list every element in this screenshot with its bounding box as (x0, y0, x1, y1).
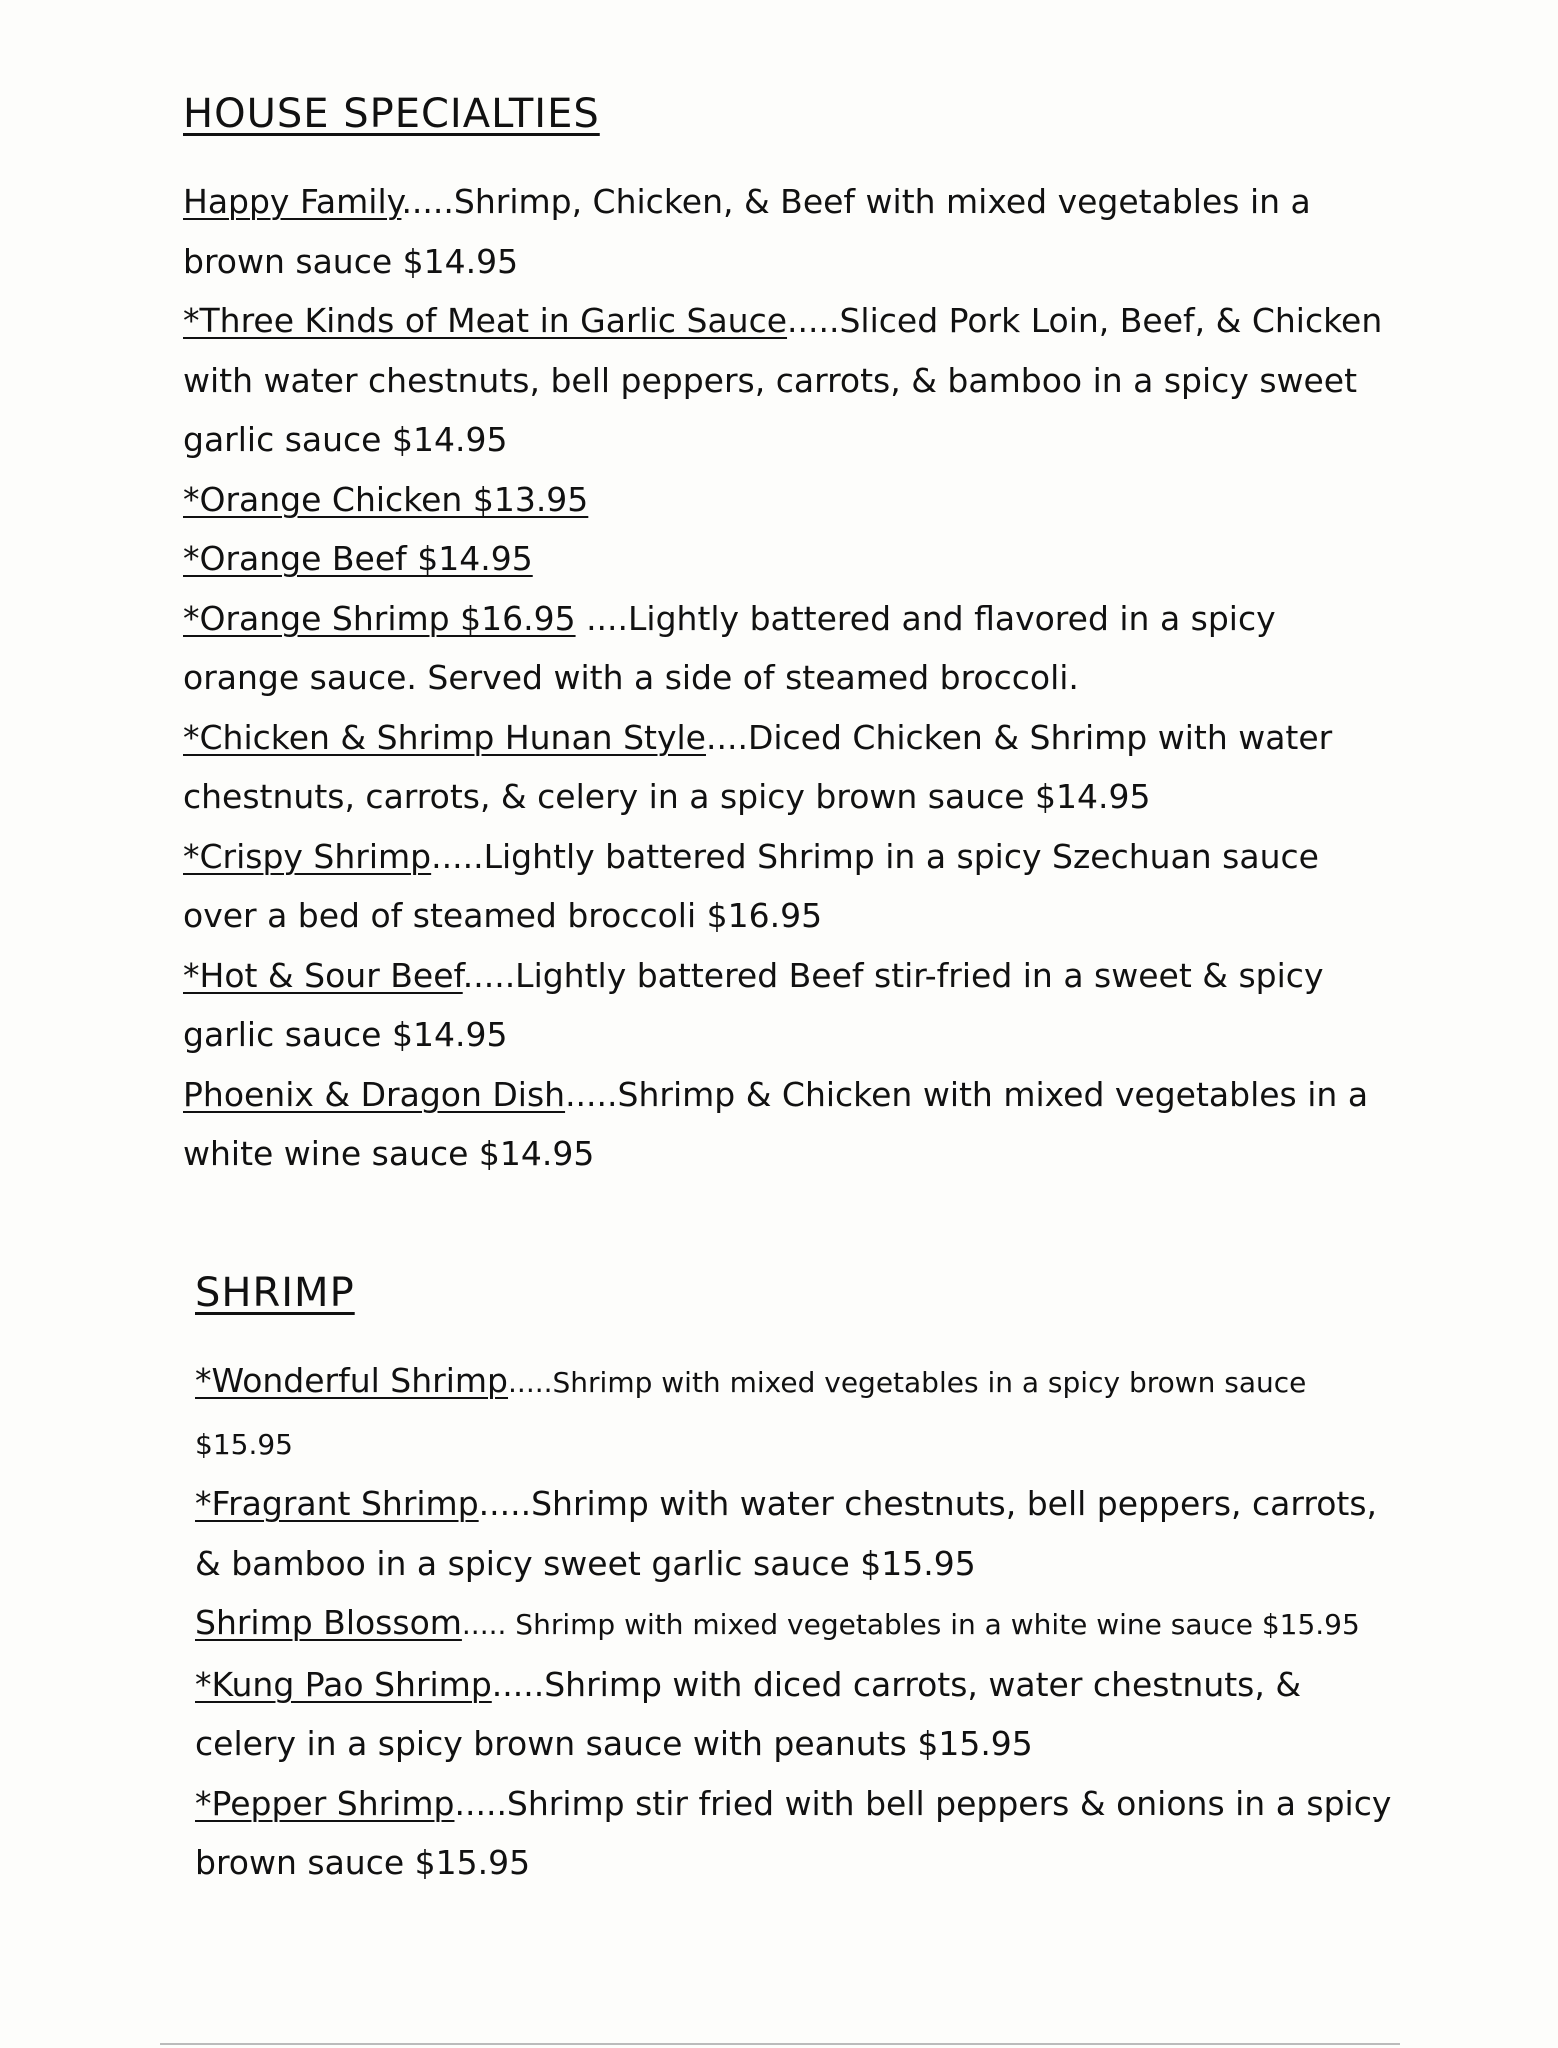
item-name: *Three Kinds of Meat in Garlic Sauce (183, 301, 788, 340)
item-description: .....Shrimp, Chicken, & Beef with mixed vegetables in a brown sauce $14.95 (183, 182, 1311, 281)
item-description: ....Diced Chicken & Shrimp with water chestnuts, carrots, & celery in a spicy brown sauce $14.95 (183, 717, 1333, 816)
item-description: .....Shrimp with mixed vegetables in a spicy brown sauce $15.95 (195, 1366, 1307, 1461)
item-name: *Chicken & Shrimp Hunan Style (183, 717, 706, 757)
item-name: *Orange Chicken $13.95 (183, 479, 589, 519)
item-name: Shrimp Blossom (195, 1603, 462, 1642)
menu-item (183, 1065, 1383, 1184)
item-name: Happy Family (183, 182, 402, 221)
item-name: *Orange Shrimp $16.95 (183, 598, 576, 638)
menu-item (195, 1474, 1395, 1593)
item-description: ..... Shrimp with mixed vegetables in a white wine sauce $15.95 (461, 1608, 1360, 1641)
item-name: *Wonderful Shrimp (195, 1361, 509, 1400)
item-description: .....Shrimp & Chicken with mixed vegetables in a white wine sauce $14.95 (183, 1074, 1369, 1173)
item-name: *Orange Beef $14.95 (183, 539, 533, 578)
menu-item (195, 1774, 1395, 1893)
item-description: .....Sliced Pork Loin, Beef, & Chicken with water chestnuts, bell peppers, carrots, & bamboo in a spicy sweet garlic sauce $14.95 (183, 301, 1383, 459)
item-name: *Kung Pao Shrimp (195, 1664, 492, 1704)
item-description: .....Lightly battered Shrimp in a spicy Szechuan sauce over a bed of steamed broccoli $16.95 (183, 836, 1319, 935)
house-specialties-section (183, 86, 1383, 1184)
item-name: *Crispy Shrimp (183, 836, 432, 876)
bottom-edge-line (160, 2043, 1400, 2045)
menu-item (183, 529, 1383, 589)
item-description: .....Lightly battered Beef stir-fried in a sweet & spicy garlic sauce $14.95 (183, 955, 1324, 1054)
item-name: *Pepper Shrimp (195, 1783, 455, 1823)
menu-item (195, 1655, 1395, 1774)
shrimp-section (195, 1265, 1395, 1893)
menu-item (183, 708, 1383, 827)
item-name: Phoenix & Dragon Dish (183, 1074, 566, 1114)
item-description: .....Shrimp with water chestnuts, bell peppers, carrots, & bamboo in a spicy sweet garlic sauce $15.95 (195, 1484, 1378, 1583)
menu-item (183, 291, 1383, 470)
item-description: ....Lightly battered and flavored in a spicy orange sauce. Served with a side of steamed broccoli. (183, 598, 1276, 697)
menu-item (183, 589, 1383, 708)
menu-item (195, 1593, 1395, 1655)
item-name: *Hot & Sour Beef (183, 955, 463, 995)
menu-item (195, 1351, 1395, 1474)
menu-item (183, 946, 1383, 1065)
item-description: .....Shrimp stir fried with bell peppers & onions in a spicy brown sauce $15.95 (195, 1783, 1392, 1882)
menu-item (183, 172, 1383, 291)
house-specialties-heading: HOUSE SPECIALTIES (183, 91, 600, 137)
shrimp-heading: SHRIMP (195, 1270, 355, 1316)
item-description: .....Shrimp with diced carrots, water chestnuts, & celery in a spicy brown sauce with peanuts $15.95 (195, 1664, 1302, 1763)
menu-item (183, 470, 1383, 530)
item-name: *Fragrant Shrimp (195, 1484, 479, 1523)
menu-item (183, 827, 1383, 946)
